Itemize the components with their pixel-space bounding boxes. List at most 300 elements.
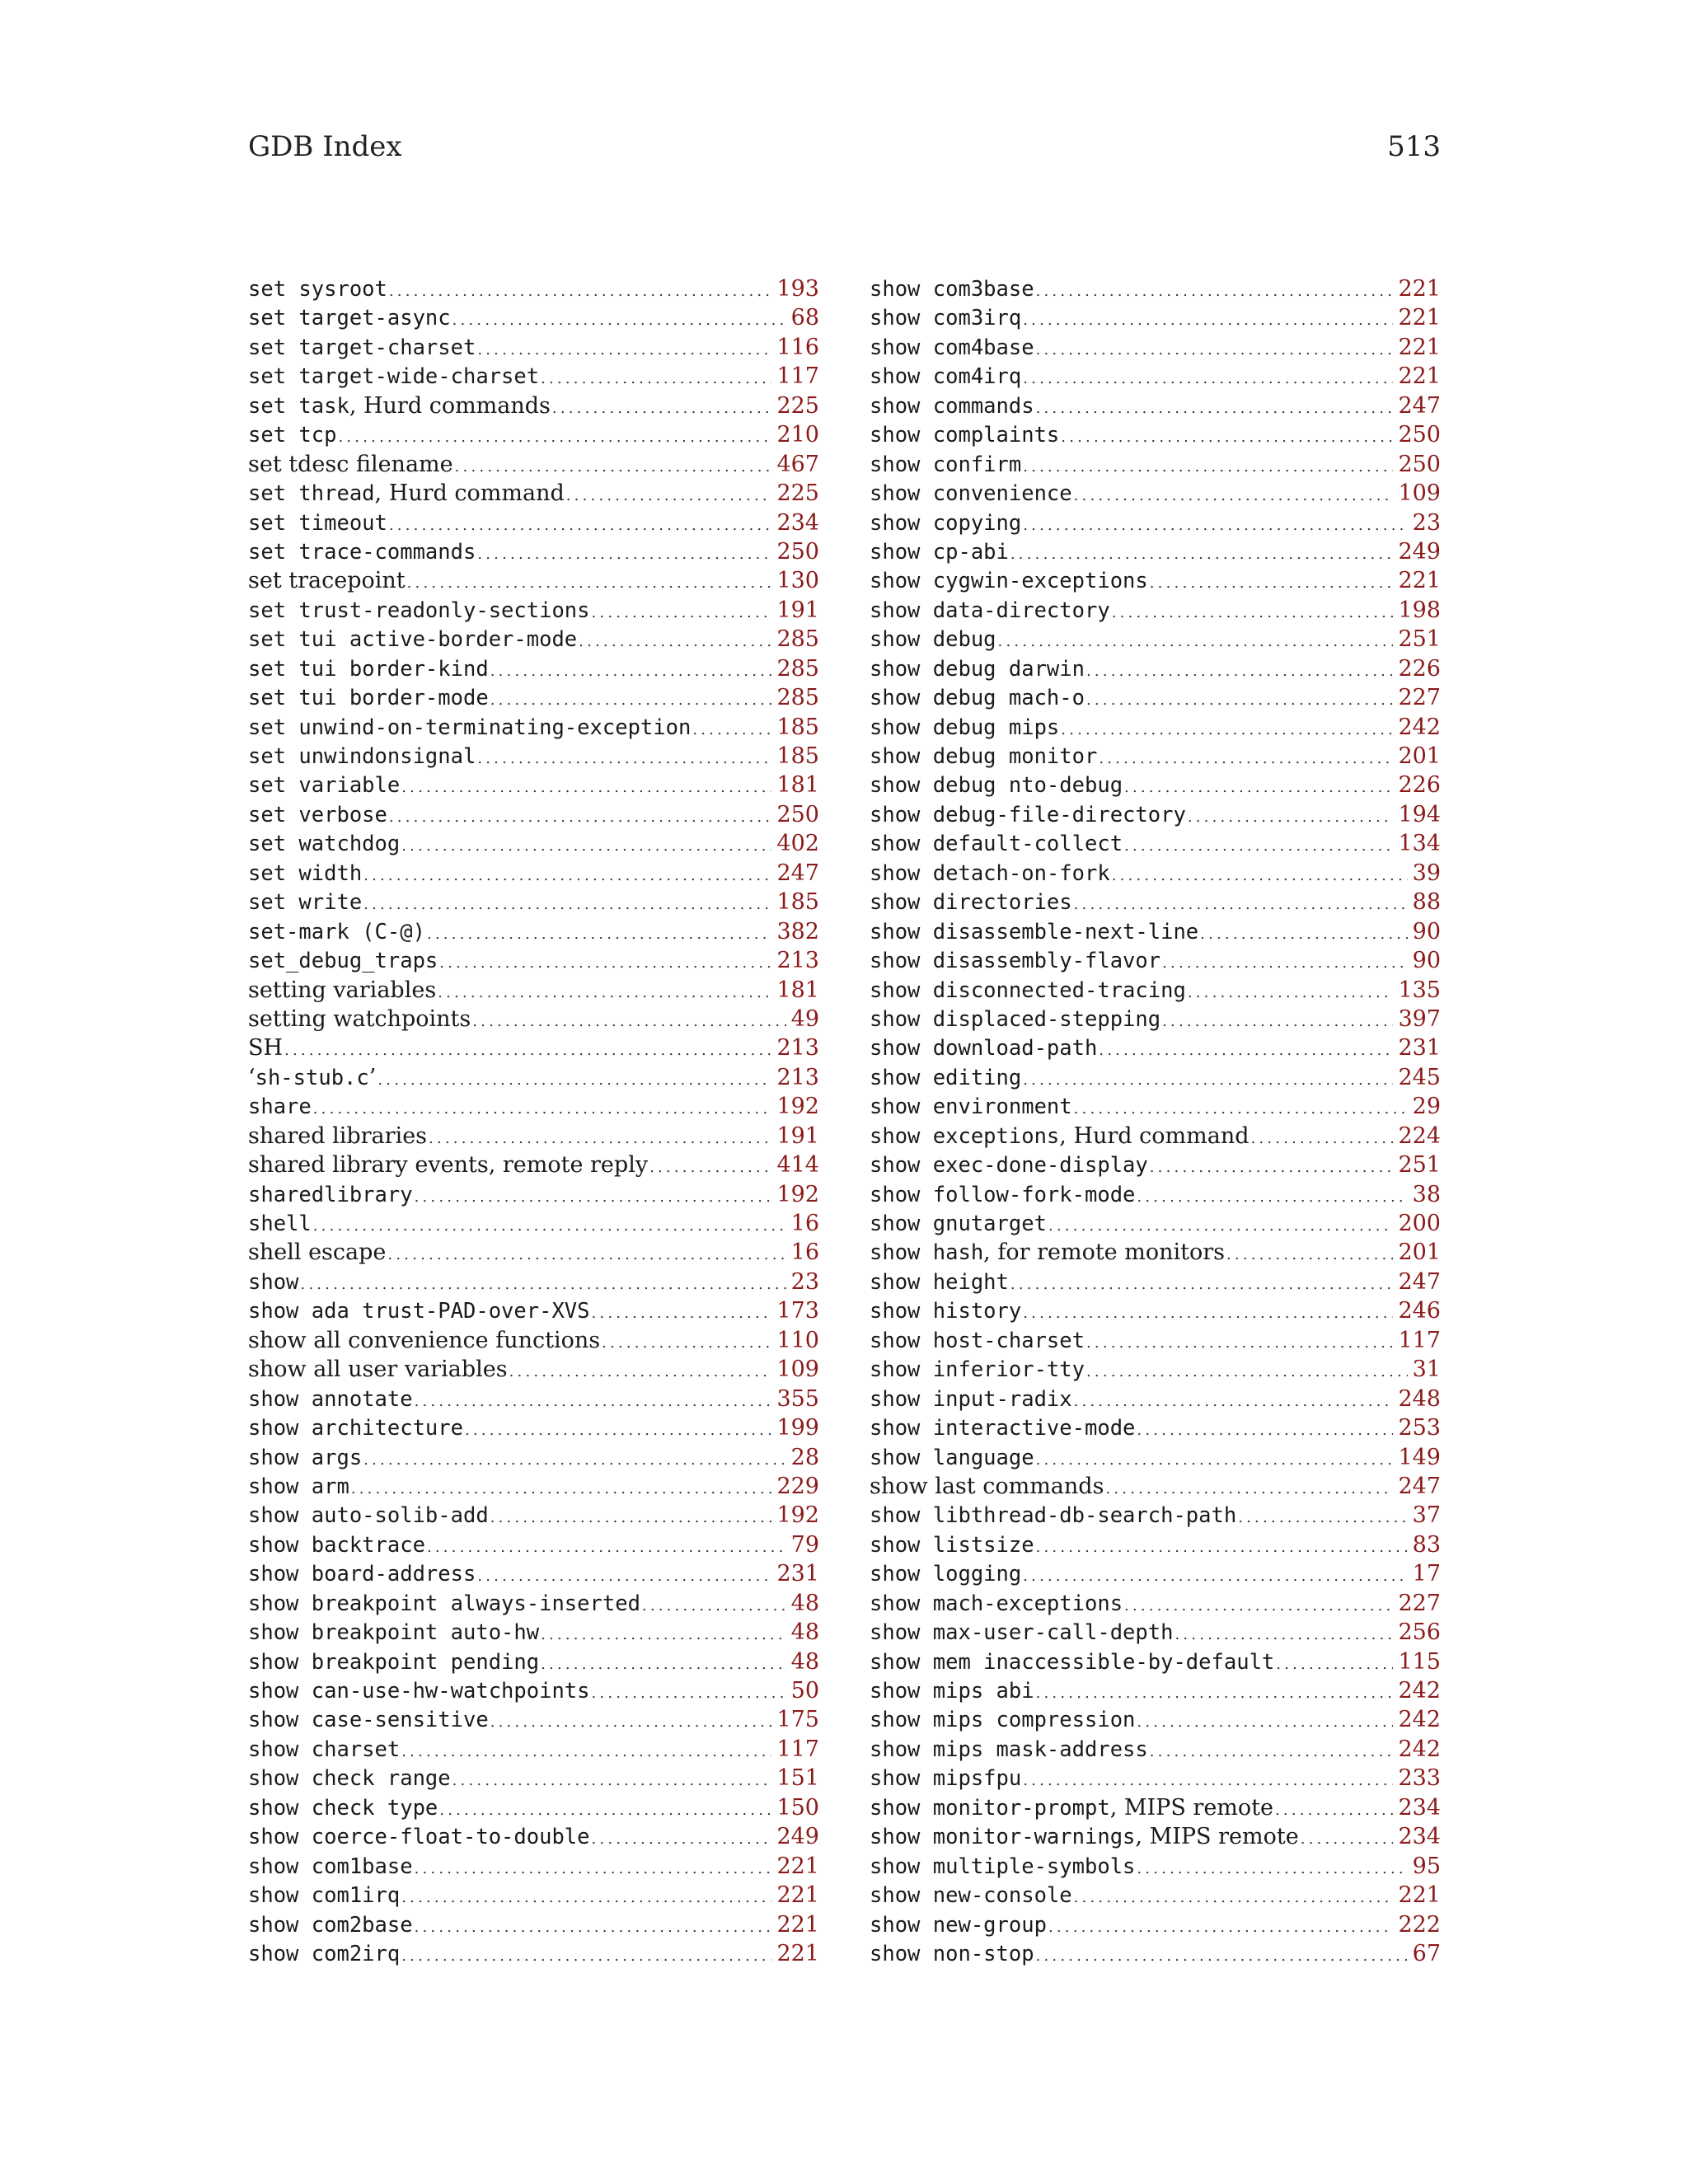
page-reference-link[interactable]: 221: [776, 1911, 819, 1938]
index-term: [248, 1355, 508, 1384]
index-term-code: show ada trust-PAD-over-XVS: [248, 1299, 590, 1324]
index-term-code: show architecture: [248, 1416, 463, 1441]
dot-leader: [1023, 452, 1393, 481]
index-entry: [248, 1443, 819, 1472]
index-term: [248, 1939, 400, 1969]
page-reference-link[interactable]: 198: [1398, 597, 1441, 623]
index-term: [248, 1735, 400, 1765]
index-term: [870, 1735, 1148, 1765]
dot-leader: [1023, 511, 1407, 540]
index-term: [248, 1705, 489, 1735]
page-reference-link[interactable]: 134: [1398, 831, 1441, 857]
page-reference-link[interactable]: 117: [1398, 1327, 1441, 1353]
page-reference-link[interactable]: 185: [776, 889, 819, 916]
page-reference-link[interactable]: 149: [1398, 1444, 1441, 1470]
index-entry: [870, 1822, 1441, 1851]
page-reference-link[interactable]: 39: [1412, 860, 1441, 886]
index-term-code: show disconnected-tracing: [870, 977, 1186, 1003]
index-entry: [248, 1589, 819, 1618]
index-entry: [248, 917, 819, 946]
page-reference-link[interactable]: 247: [1398, 1268, 1441, 1295]
page-reference-link[interactable]: 83: [1412, 1531, 1441, 1558]
page-reference-link[interactable]: 249: [776, 1824, 819, 1850]
index-term: [870, 888, 1072, 917]
page-reference-link[interactable]: 231: [776, 1561, 819, 1587]
page-reference-link[interactable]: 37: [1412, 1502, 1441, 1529]
index-entry: [248, 1209, 819, 1238]
page-reference-link[interactable]: 192: [776, 1094, 819, 1120]
index-term: [870, 771, 1123, 800]
index-entry: [248, 654, 819, 683]
page-reference-link[interactable]: 88: [1412, 889, 1441, 916]
index-entry: [248, 303, 819, 332]
page-reference-link[interactable]: 29: [1412, 1094, 1441, 1120]
index-entry: [248, 1326, 819, 1355]
page-reference-link[interactable]: 130: [776, 568, 819, 594]
dot-leader: [389, 803, 772, 832]
page-reference-link[interactable]: 175: [776, 1707, 819, 1733]
index-term-code: show check range: [248, 1766, 451, 1792]
index-term-code: show input-radix: [870, 1386, 1072, 1412]
page-reference-link[interactable]: 221: [1398, 363, 1441, 390]
index-term: [248, 1180, 413, 1210]
index-term: [870, 976, 1186, 1005]
dot-leader: [1086, 1357, 1408, 1386]
index-term: [248, 800, 387, 830]
dot-leader: [338, 423, 771, 452]
page-reference-link[interactable]: 135: [1398, 977, 1441, 1003]
index-term-code: show language: [870, 1445, 1034, 1470]
page-reference-link[interactable]: 247: [1398, 1473, 1441, 1499]
page-reference-link[interactable]: 16: [790, 1211, 819, 1236]
index-entry: [248, 1530, 819, 1559]
dot-leader: [1124, 832, 1393, 860]
page-reference-link[interactable]: 199: [776, 1415, 819, 1441]
page-reference-link[interactable]: 151: [776, 1765, 819, 1792]
page-reference-link[interactable]: 185: [776, 743, 819, 769]
dot-leader: [1036, 335, 1394, 364]
page-reference-link[interactable]: 48: [790, 1590, 819, 1616]
index-term: [870, 683, 1085, 713]
page-reference-link[interactable]: 181: [776, 772, 819, 799]
index-entry: [248, 274, 819, 303]
page-reference-link[interactable]: 242: [1398, 1678, 1441, 1704]
page-reference-link[interactable]: 181: [776, 977, 819, 1003]
index-term-text: ‘: [248, 1064, 256, 1090]
page-reference-link[interactable]: 23: [1412, 509, 1441, 536]
dot-leader: [1074, 890, 1408, 919]
dot-leader: [415, 1913, 772, 1942]
page-reference-link[interactable]: 250: [1398, 451, 1441, 477]
index-term-code: set timeout: [248, 510, 387, 536]
index-term: [248, 683, 489, 713]
page-number: 513: [1387, 130, 1441, 163]
page-reference-link[interactable]: 222: [1398, 1911, 1441, 1938]
page-reference-link[interactable]: 247: [776, 860, 819, 886]
index-term-code: set width: [248, 860, 363, 886]
page-reference-link[interactable]: 201: [1398, 743, 1441, 769]
dot-leader: [1200, 920, 1407, 949]
dot-leader: [401, 1737, 771, 1766]
dot-leader: [1023, 1766, 1393, 1795]
page-reference-link[interactable]: 248: [1398, 1385, 1441, 1412]
dot-leader: [1099, 1036, 1393, 1065]
index-entry: [248, 1472, 819, 1501]
dot-leader: [477, 744, 771, 773]
page-reference-link[interactable]: 250: [1398, 422, 1441, 448]
page-reference-link[interactable]: 242: [1398, 1736, 1441, 1762]
index-term-code: sharedlibrary: [248, 1182, 413, 1207]
page-reference-link[interactable]: 242: [1398, 714, 1441, 740]
page-reference-link[interactable]: 221: [776, 1940, 819, 1966]
index-term-code: show follow-fork-mode: [870, 1182, 1136, 1207]
page-reference-link[interactable]: 249: [1398, 538, 1441, 565]
index-entry: [248, 1881, 819, 1910]
index-term: [248, 1005, 471, 1033]
page-reference-link[interactable]: 200: [1398, 1211, 1441, 1236]
page-reference-link[interactable]: 221: [1398, 1882, 1441, 1909]
index-term-code: show convenience: [870, 481, 1072, 507]
dot-leader: [363, 861, 771, 890]
index-term: [248, 1122, 427, 1151]
index-term-code: show editing: [870, 1065, 1022, 1090]
index-term: [870, 1472, 1104, 1501]
dot-leader: [415, 1387, 772, 1416]
index-term-text: , for remote monitors: [983, 1240, 1225, 1266]
index-term-code: show args: [248, 1445, 363, 1470]
index-term: [248, 1910, 413, 1940]
dot-leader: [1112, 861, 1408, 890]
page-reference-link[interactable]: 49: [790, 1005, 819, 1032]
dot-leader: [1086, 686, 1393, 715]
dot-leader: [1188, 803, 1394, 832]
page-reference-link[interactable]: 256: [1398, 1619, 1441, 1646]
index-term-code: show libthread-db-search-path: [870, 1503, 1237, 1529]
page-reference-link[interactable]: 402: [776, 831, 819, 857]
page-reference-link[interactable]: 16: [790, 1240, 819, 1266]
page-reference-link[interactable]: 467: [776, 451, 819, 477]
page-reference-link[interactable]: 251: [1398, 1152, 1441, 1179]
dot-leader: [1226, 1240, 1393, 1269]
index-entry: [870, 1238, 1441, 1267]
index-term: [870, 391, 1034, 421]
dot-leader: [541, 1650, 786, 1679]
page-reference-link[interactable]: 192: [776, 1502, 819, 1529]
index-entry: [870, 1005, 1441, 1033]
index-term-code: show gnutarget: [870, 1212, 1047, 1236]
index-term: [870, 917, 1198, 947]
dot-leader: [490, 1708, 772, 1736]
index-term: [248, 537, 476, 567]
dot-leader: [509, 1357, 772, 1386]
page-reference-link[interactable]: 192: [776, 1181, 819, 1207]
page-reference-link[interactable]: 221: [1398, 305, 1441, 331]
page-reference-link[interactable]: 233: [1398, 1765, 1441, 1792]
dot-leader: [401, 1942, 771, 1971]
index-term-code: show: [248, 1269, 299, 1295]
page-reference-link[interactable]: 109: [1398, 480, 1441, 507]
page-reference-link[interactable]: 247: [1398, 392, 1441, 419]
page-reference-link[interactable]: 23: [790, 1268, 819, 1295]
dot-leader: [1137, 1708, 1393, 1736]
dot-leader: [1074, 1094, 1408, 1123]
dot-leader: [401, 1883, 771, 1912]
dot-leader: [1023, 306, 1393, 335]
index-term: [870, 859, 1110, 888]
index-entry: [248, 566, 819, 595]
index-entry: [870, 1443, 1441, 1472]
index-entry: [870, 1618, 1441, 1647]
page-reference-link[interactable]: 221: [776, 1853, 819, 1879]
index-term-code: show logging: [870, 1562, 1022, 1587]
index-term: [870, 829, 1123, 859]
index-term-code: show com3irq: [870, 306, 1022, 331]
page-reference-link[interactable]: 90: [1412, 918, 1441, 944]
page-reference-link[interactable]: 355: [776, 1385, 819, 1412]
index-entry: [248, 420, 819, 449]
dot-leader: [1023, 1066, 1393, 1094]
index-term: [870, 1559, 1021, 1589]
index-term: [870, 654, 1085, 684]
index-term: [870, 1618, 1173, 1647]
page-reference-link[interactable]: 227: [1398, 685, 1441, 711]
index-term-code: show board-address: [248, 1562, 476, 1587]
index-term-code: show new-console: [870, 1883, 1072, 1909]
page-reference-link[interactable]: 213: [776, 1035, 819, 1062]
dot-leader: [452, 1766, 772, 1795]
index-entry: [870, 1852, 1441, 1881]
index-entry: [870, 683, 1441, 712]
page-reference-link[interactable]: 213: [776, 1064, 819, 1090]
dot-leader: [1099, 744, 1393, 773]
index-term-code: show auto-solib-add: [248, 1503, 489, 1529]
index-term-code: set trace-commands: [248, 539, 476, 565]
page-reference-link[interactable]: 191: [776, 1122, 819, 1149]
index-term: [870, 1647, 1274, 1677]
page-reference-link[interactable]: 250: [776, 538, 819, 565]
page-reference-link[interactable]: 117: [776, 363, 819, 390]
page-reference-link[interactable]: 227: [1398, 1590, 1441, 1616]
index-term-code: show disassembly-flavor: [870, 949, 1161, 974]
index-term: [248, 1881, 400, 1910]
dot-leader: [1036, 394, 1394, 423]
index-term-code: show cygwin-exceptions: [870, 569, 1148, 594]
index-entry: [248, 829, 819, 858]
page-reference-link[interactable]: 234: [1398, 1794, 1441, 1821]
dot-leader: [1074, 1387, 1394, 1416]
index-term: [248, 1092, 312, 1122]
index-term: [248, 1238, 386, 1267]
index-term-text: , MIPS remote: [1109, 1794, 1273, 1821]
page-reference-link[interactable]: 231: [1398, 1035, 1441, 1062]
page-reference-link[interactable]: 234: [1398, 1824, 1441, 1850]
index-term-text: shared library events, remote reply: [248, 1152, 649, 1179]
index-term-code: show exceptions: [870, 1123, 1060, 1149]
page-reference-link[interactable]: 50: [790, 1678, 819, 1704]
dot-leader: [1036, 1446, 1394, 1474]
page-reference-link[interactable]: 48: [790, 1619, 819, 1646]
page-reference-link[interactable]: 226: [1398, 772, 1441, 799]
page-reference-link[interactable]: 185: [776, 714, 819, 740]
index-term: [870, 1530, 1034, 1560]
index-entry: [248, 1764, 819, 1793]
dot-leader: [1275, 1796, 1393, 1825]
page-reference-link[interactable]: 221: [776, 1882, 819, 1909]
index-term-code: set tui border-mode: [248, 686, 489, 711]
index-term: [248, 509, 387, 538]
page-reference-link[interactable]: 79: [790, 1531, 819, 1558]
index-entry: [248, 1647, 819, 1676]
index-term: [870, 1122, 1250, 1151]
index-entry: [870, 391, 1441, 420]
page-reference-link[interactable]: 245: [1398, 1064, 1441, 1090]
index-entry: [870, 509, 1441, 537]
page-reference-link[interactable]: 38: [1412, 1181, 1441, 1207]
index-entry: [248, 1180, 819, 1209]
page-reference-link[interactable]: 17: [1412, 1561, 1441, 1587]
index-term-code: show default-collect: [870, 832, 1123, 857]
page-reference-link[interactable]: 115: [1398, 1648, 1441, 1675]
index-term: [248, 1589, 640, 1619]
index-term-code: show exec-done-display: [870, 1153, 1148, 1179]
page-reference-link[interactable]: 117: [776, 1736, 819, 1762]
dot-leader: [452, 306, 786, 335]
dot-leader: [438, 978, 771, 1007]
page-reference-link[interactable]: 28: [790, 1444, 819, 1470]
index-term: [870, 274, 1034, 304]
dot-leader: [455, 452, 772, 481]
dot-leader: [439, 949, 771, 977]
index-term-code: show listsize: [870, 1532, 1034, 1558]
page-reference-link[interactable]: 194: [1398, 801, 1441, 827]
page-reference-link[interactable]: 31: [1412, 1357, 1441, 1383]
page-reference-link[interactable]: 109: [776, 1357, 819, 1383]
dot-leader: [284, 1036, 771, 1065]
page-reference-link[interactable]: 234: [776, 509, 819, 536]
index-term: [870, 1443, 1034, 1473]
index-entry: [248, 537, 819, 566]
index-term: [248, 917, 425, 947]
page-reference-link[interactable]: 213: [776, 948, 819, 974]
index-term-code: show commands: [870, 393, 1034, 419]
dot-leader: [642, 1591, 786, 1620]
page-reference-link[interactable]: 414: [776, 1152, 819, 1179]
dot-leader: [490, 686, 772, 715]
page-reference-link[interactable]: 221: [1398, 276, 1441, 302]
page-reference-link[interactable]: 95: [1412, 1853, 1441, 1879]
index-entry: [870, 1209, 1441, 1238]
index-term-code: show com4irq: [870, 364, 1022, 390]
page-reference-link[interactable]: 173: [776, 1298, 819, 1324]
index-term-code: show com1base: [248, 1854, 413, 1879]
dot-leader: [592, 1825, 772, 1854]
page-reference-link[interactable]: 397: [1398, 1005, 1441, 1032]
index-entry: [870, 800, 1441, 829]
index-term: [248, 391, 551, 421]
page-reference-link[interactable]: 191: [776, 597, 819, 623]
page-reference-link[interactable]: 48: [790, 1648, 819, 1675]
page-reference-link[interactable]: 246: [1398, 1298, 1441, 1324]
dot-leader: [427, 920, 772, 949]
page-reference-link[interactable]: 285: [776, 626, 819, 653]
index-term: [870, 596, 1110, 626]
index-entry: [248, 859, 819, 888]
dot-leader: [1251, 1124, 1394, 1153]
dot-leader: [592, 1299, 772, 1328]
page-reference-link[interactable]: 382: [776, 918, 819, 944]
index-term: [870, 1296, 1021, 1326]
page-reference-link[interactable]: 67: [1412, 1940, 1441, 1966]
page-reference-link[interactable]: 225: [776, 480, 819, 507]
page-reference-link[interactable]: 225: [776, 392, 819, 419]
page-reference-link[interactable]: 251: [1398, 626, 1441, 653]
page-reference-link[interactable]: 285: [776, 685, 819, 711]
dot-leader: [1150, 1737, 1394, 1766]
page-reference-link[interactable]: 201: [1398, 1240, 1441, 1266]
index-entry: [870, 274, 1441, 303]
index-term-code: set watchdog: [248, 832, 401, 857]
dot-leader: [377, 1066, 771, 1094]
index-entry: [248, 946, 819, 975]
index-entry: [248, 1385, 819, 1413]
page-reference-link[interactable]: 250: [776, 801, 819, 827]
index-entry: [870, 1910, 1441, 1939]
index-term-text: shared libraries: [248, 1122, 428, 1149]
dot-leader: [1074, 481, 1394, 510]
page-reference-link[interactable]: 221: [1398, 334, 1441, 360]
page-reference-link[interactable]: 285: [776, 655, 819, 682]
index-term: [870, 1326, 1085, 1356]
page-reference-link[interactable]: 110: [776, 1327, 819, 1353]
page-reference-link[interactable]: 242: [1398, 1707, 1441, 1733]
dot-leader: [363, 890, 771, 919]
index-term-code: show multiple-symbols: [870, 1854, 1136, 1879]
index-entry: [248, 479, 819, 508]
page-reference-link[interactable]: 229: [776, 1473, 819, 1499]
dot-leader: [1048, 1212, 1394, 1240]
page-reference-link[interactable]: 150: [776, 1794, 819, 1821]
index-term-code: show case-sensitive: [248, 1708, 489, 1733]
page-reference-link[interactable]: 116: [776, 334, 819, 360]
page-reference-link[interactable]: 68: [790, 305, 819, 331]
index-term-code: set target-async: [248, 306, 451, 331]
index-entry: [248, 1296, 819, 1325]
page-reference-link[interactable]: 224: [1398, 1122, 1441, 1149]
index-entry: [248, 1238, 819, 1267]
index-entry: [870, 654, 1441, 683]
page-reference-link[interactable]: 210: [776, 422, 819, 448]
dot-leader: [1150, 569, 1394, 598]
index-term: [248, 1501, 489, 1530]
index-entry: [248, 1852, 819, 1881]
index-entry: [248, 1268, 819, 1296]
page-reference-link[interactable]: 193: [776, 276, 819, 302]
index-entry: [248, 1063, 819, 1092]
index-column-left: [248, 274, 819, 1968]
dot-leader: [1036, 1942, 1408, 1971]
index-entry: [870, 1413, 1441, 1442]
page-reference-link[interactable]: 226: [1398, 655, 1441, 682]
index-term-code: show breakpoint pending: [248, 1649, 540, 1675]
dot-leader: [1124, 773, 1393, 802]
dot-leader: [1301, 1825, 1394, 1854]
page-reference-link[interactable]: 253: [1398, 1415, 1441, 1441]
page-reference-link[interactable]: 90: [1412, 948, 1441, 974]
page-reference-link[interactable]: 221: [1398, 568, 1441, 594]
index-term-text: , Hurd command: [1059, 1122, 1250, 1149]
index-term: [248, 1822, 590, 1852]
index-term: [870, 1501, 1236, 1530]
